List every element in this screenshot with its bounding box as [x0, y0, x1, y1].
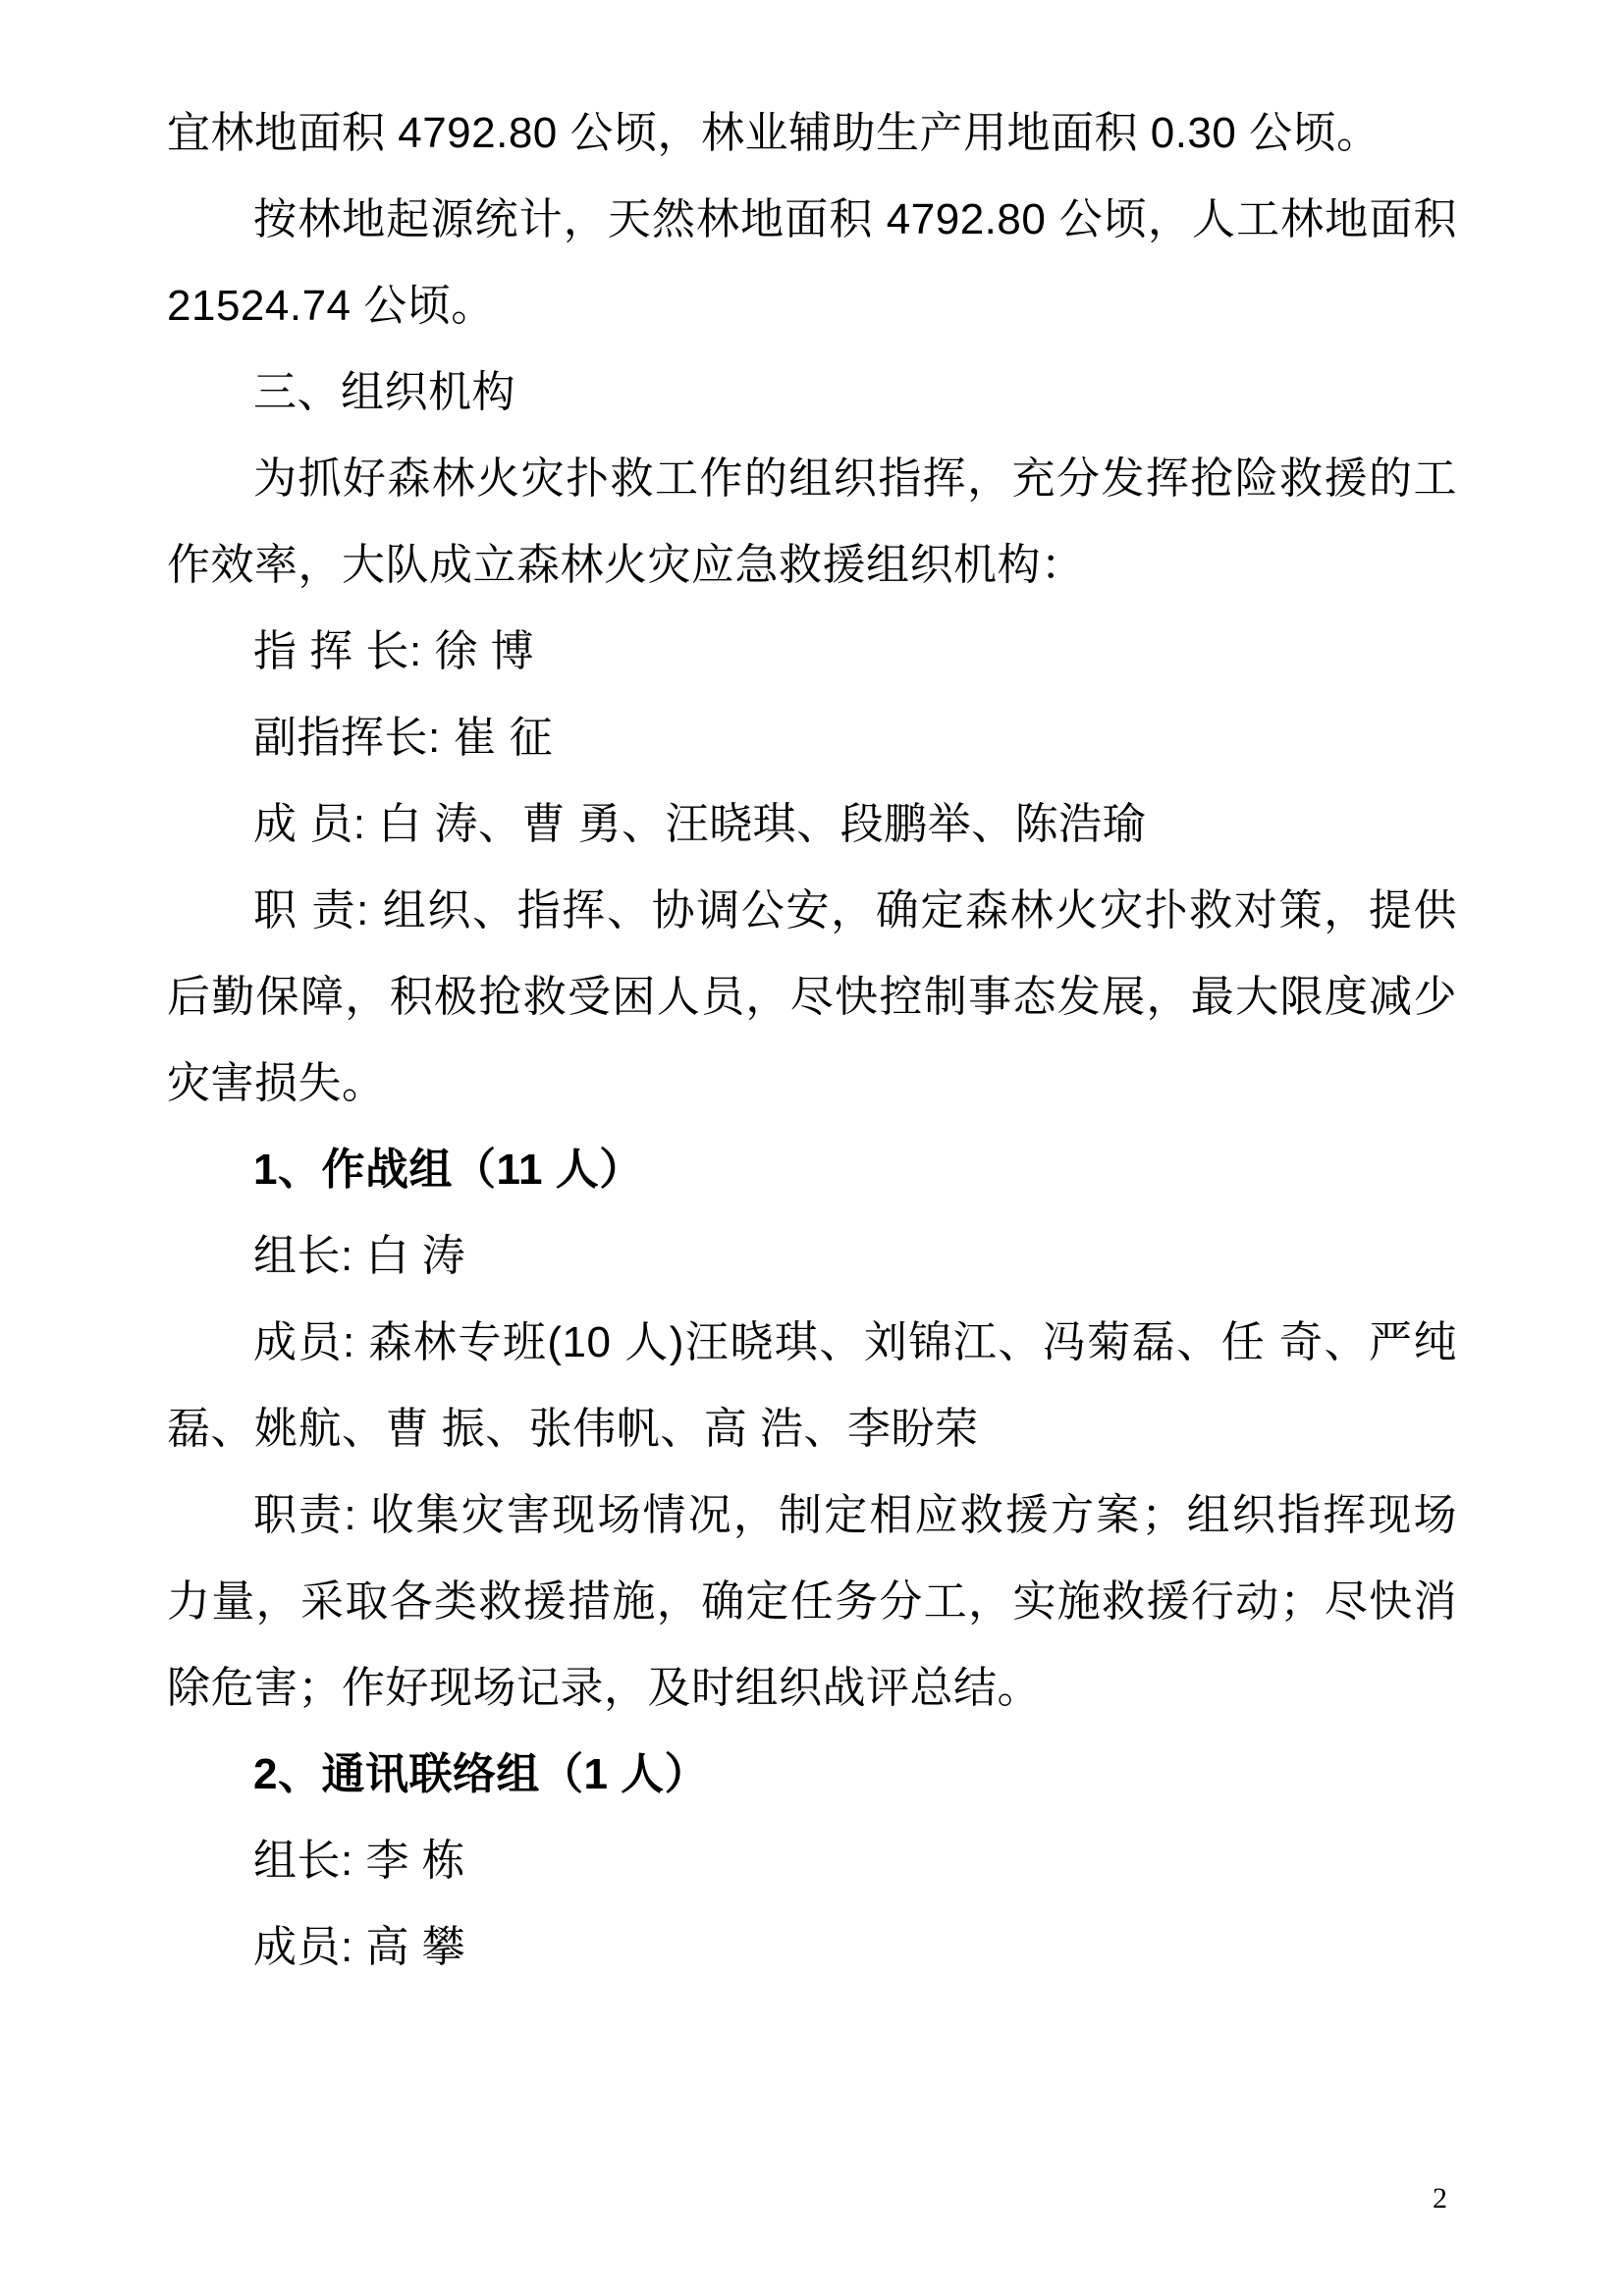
- paragraph: 为抓好森林火灾扑救工作的组织指挥，充分发挥抢险救援的工作效率，大队成立森林火灾应急救援组织机构：: [167, 454, 1457, 589]
- paragraph: 成员: 森林专班(10 人)汪晓琪、刘锦江、冯菊磊、任 奇、严纯磊、姚航、曹 振、张伟帆、高 浩、李盼荣: [167, 1318, 1457, 1453]
- paragraph: 职 责: 组织、指挥、协调公安，确定森林火灾扑救对策，提供后勤保障，积极抢救受困人员，尽快控制事态发展，最大限度减少灾害损失。: [167, 886, 1457, 1107]
- paragraph: 指 挥 长: 徐 博: [253, 627, 535, 675]
- page-number: 2: [1433, 2182, 1447, 2215]
- paragraph: 三、组织机构: [253, 368, 515, 416]
- document-body: [167, 90, 1457, 1991]
- paragraph: 职责: 收集灾害现场情况，制定相应救援方案；组织指挥现场力量，采取各类救援措施，确定任务分工，实施救援行动；尽快消除危害；作好现场记录，及时组织战评总结。: [167, 1491, 1457, 1712]
- section-heading: 2、通讯联络组（1 人）: [253, 1750, 709, 1798]
- paragraph: 按林地起源统计，天然林地面积 4792.80 公顷，人工林地面积 21524.74 公顷。: [167, 195, 1457, 330]
- paragraph: 成 员: 白 涛、曹 勇、汪晓琪、段鹏举、陈浩瑜: [253, 800, 1147, 848]
- paragraph: 组长: 白 涛: [253, 1232, 466, 1280]
- paragraph: 组长: 李 栋: [253, 1837, 466, 1885]
- section-heading: 1、作战组（11 人）: [253, 1146, 643, 1194]
- paragraph: 副指挥长: 崔 征: [253, 714, 554, 762]
- paragraph: 成员: 高 攀: [253, 1923, 466, 1971]
- paragraph: 宜林地面积 4792.80 公顷，林业辅助生产用地面积 0.30 公顷。: [167, 109, 1380, 157]
